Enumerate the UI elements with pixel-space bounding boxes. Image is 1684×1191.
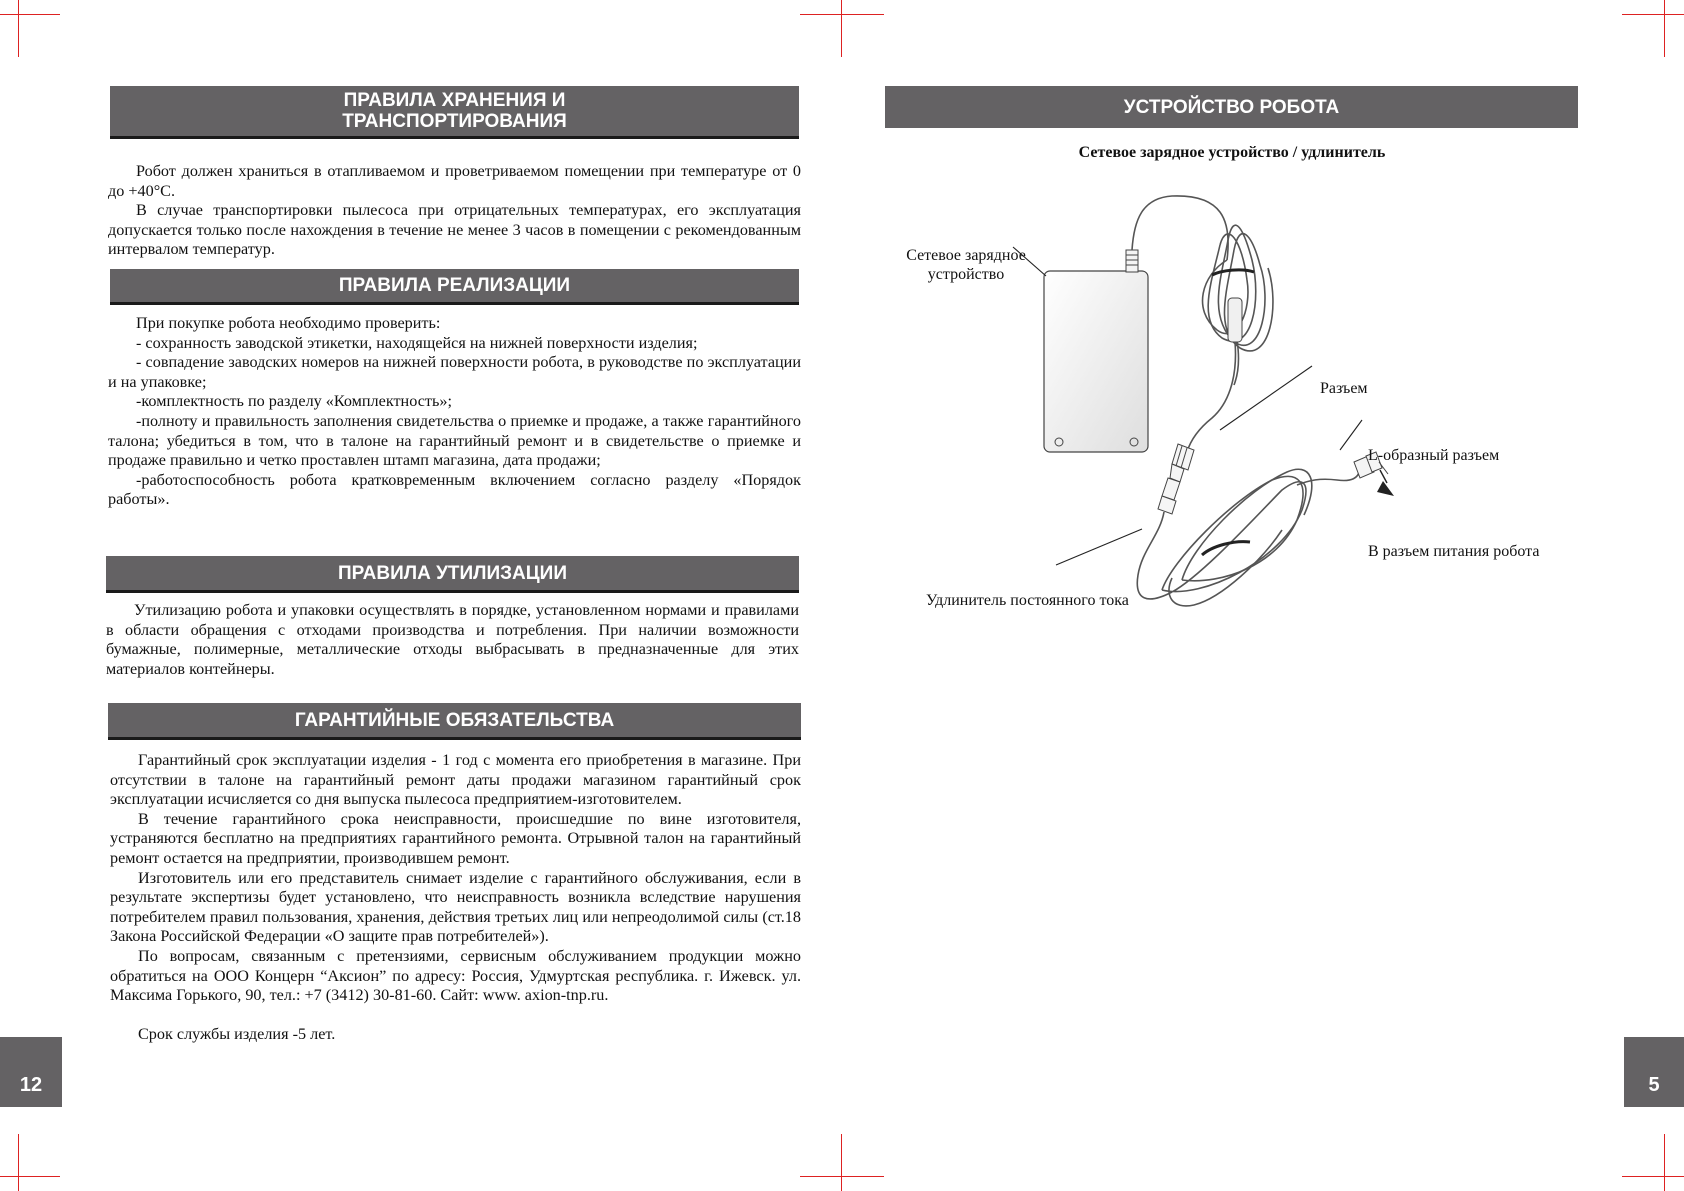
device-heading: [885, 86, 1578, 128]
diagram-title-text: Сетевое зарядное устройство / удлинитель: [1078, 144, 1386, 161]
callout-extension-text: Удлинитель постоянного тока: [926, 592, 1129, 609]
warranty-paragraph: По вопросам, связанным с претензиями, сервисным обслуживанием продукции можно обратиться на ООО Концерн “Аксион” по адресу: Россия, Удмуртская республика. г. Ижевск. ул. Максима Горького, 90, тел.: +7 (3412) 30-81-60. Сайт: www. axion-tnp.ru.: [110, 946, 801, 1005]
storage-paragraph: В случае транспортировки пылесоса при отрицательных температурах, его эксплуатация допускается только после нахождения в течение не менее 3 часов в помещении с рекомендованным интервалом температур.: [108, 201, 801, 259]
storage-heading: [110, 86, 799, 139]
charger-cable: [1132, 196, 1273, 385]
callout-connector-text: Разъем: [1320, 380, 1368, 397]
warranty-paragraph: Гарантийный срок эксплуатации изделия - 1 год с момента его приобретения в магазине. При отсутствии в талоне на гарантийный ремонт даты продажи магазином гарантийный срок эксплуатации исчисляется со дня выпуска пылесоса предприятием-изготовителем.: [110, 751, 801, 809]
callout-charger-line2: устройство: [927, 266, 1005, 283]
sale-paragraph: -работоспособность робота кратковременным включением согласно разделу «Порядок работы».: [108, 470, 801, 509]
robot-socket-arrow: [1377, 470, 1394, 496]
sale-heading: [110, 269, 799, 305]
callout-extension: [926, 591, 1129, 610]
storage-heading-line1: ПРАВИЛА ХРАНЕНИЯ И: [343, 90, 566, 111]
coil-tie: [1212, 270, 1254, 275]
storage-heading-line2: ТРАНСПОРТИРОВАНИЯ: [342, 111, 567, 132]
callout-robot-socket-text: В разъем питания робота: [1368, 543, 1540, 560]
right-page: [842, 0, 1684, 1191]
extension-coil-tie: [1202, 542, 1250, 555]
diagram-title: [992, 144, 1472, 162]
warranty-paragraph: Изготовитель или его представитель снимает изделие с гарантийного обслуживания, если в результате экспертизы будет установлено, что неисправность возникла вследствие нарушения потребителем правил пользования, хранения, действия третьих лиц или непреодолимой силы (ст.18 Закона Российской Федерации «О защите прав потребителей»).: [110, 868, 801, 946]
disposal-heading: [106, 556, 799, 593]
charger-strain-relief: [1126, 250, 1138, 272]
callout-robot-socket: [1368, 542, 1539, 561]
callout-charger-line1: Сетевое зарядное: [906, 247, 1026, 264]
sale-paragraph: -комплектность по разделу «Комплектность»;: [136, 392, 452, 411]
warranty-paragraph: В течение гарантийного срока неисправности, происшедшие по вине изготовителя, устраняются бесплатно на предприятиях гарантийного ремонта. Отрывной талон на гарантийный ремонт остается на предприятии, производившем ремонт.: [110, 809, 801, 867]
sale-heading-text: ПРАВИЛА РЕАЛИЗАЦИИ: [338, 275, 571, 296]
callout-l-connector: [1368, 446, 1499, 465]
storage-text: [108, 162, 801, 260]
warranty-text: [110, 751, 801, 1044]
callout-connector: [1320, 379, 1368, 398]
charger-output-cable: [1187, 342, 1235, 452]
barrel-connector: [1170, 444, 1194, 482]
sale-paragraph: - совпадение заводских номеров на нижней поверхности робота, в руководстве по эксплуатации и на упаковке;: [108, 353, 801, 391]
callout-l-connector-text: L-образный разъем: [1368, 447, 1500, 464]
warranty-heading: [108, 703, 801, 740]
service-life: Срок службы изделия -5 лет.: [138, 1024, 336, 1043]
device-heading-text: УСТРОЙСТВО РОБОТА: [1123, 96, 1340, 118]
storage-paragraph: Робот должен храниться в отапливаемом и проветриваемом помещении при температуре от 0 до +40°С.: [108, 162, 801, 200]
ferrite-bead: [1228, 298, 1242, 342]
charger-body: [1044, 271, 1148, 452]
sale-paragraph: При покупке робота необходимо проверить:: [136, 314, 441, 332]
page-number-right: [1624, 1037, 1684, 1107]
sale-text: [108, 314, 801, 510]
disposal-text: [106, 601, 799, 679]
warranty-heading-text: ГАРАНТИЙНЫЕ ОБЯЗАТЕЛЬСТВА: [294, 709, 615, 731]
callout-charger: [886, 246, 1046, 284]
extension-plug: [1158, 478, 1180, 514]
sale-paragraph: -полноту и правильность заполнения свидетельства о приемке и продаже, а также гарантийного талона; убедиться в том, что в талоне на гарантийный ремонт и в свидетельстве о приемке и продаже правильно и четко проставлен штамп магазина, дата продажи;: [108, 411, 801, 470]
sale-paragraph: - сохранность заводской этикетки, находящейся на нижней поверхности изделия;: [136, 333, 698, 352]
disposal-paragraph: Утилизацию робота и упаковки осуществлять в порядке, установленном нормами и правилами в области обращения с отходами производства и потребления. При наличии возможности бумажные, полимерные, металлические отходы выбрасывать в предназначенные для этих материалов контейнеры.: [106, 601, 799, 678]
page-number-right-text: 5: [1648, 1074, 1660, 1096]
page-number-left: [0, 1037, 62, 1107]
page-number-left-text: 12: [19, 1074, 43, 1096]
disposal-heading-text: ПРАВИЛА УТИЛИЗАЦИИ: [338, 562, 567, 584]
